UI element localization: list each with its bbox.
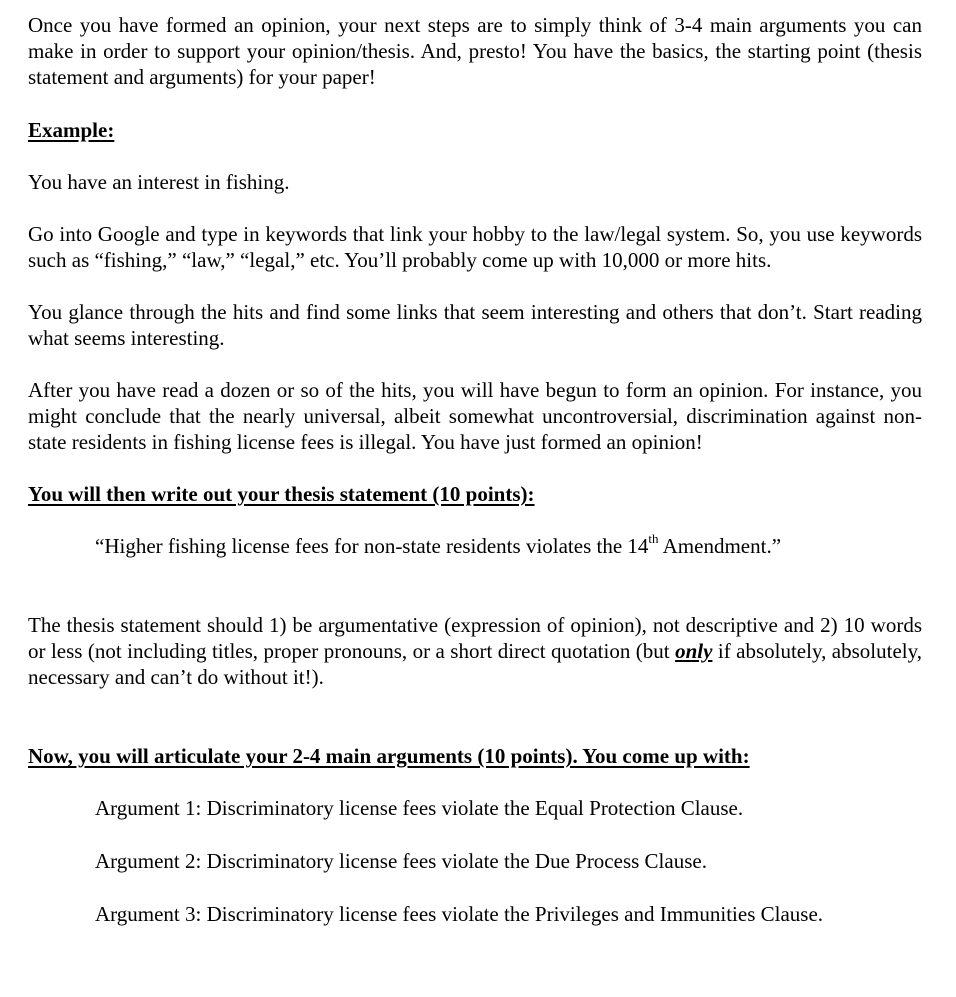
intro-paragraph: Once you have formed an opinion, your next steps are to simply think of 3-4 main arguments you can make in order to support your opinion/thesis. And, presto! You have the basics, the starting point (thesis statement and arguments) for your paper!: [28, 13, 922, 89]
thesis-quote: [95, 533, 922, 559]
thesis-rules-end: if absolutely, absolutely, necessary and can’t do without it!).: [28, 639, 922, 689]
arguments-heading: Now, you will articulate your 2-4 main arguments (10 points). You come up with:: [28, 744, 750, 768]
glance-paragraph: You glance through the hits and find some links that seem interesting and others that don’t. Start reading what seems interesting.: [28, 300, 922, 350]
document-body: [28, 12, 922, 927]
interest-paragraph: You have an interest in fishing.: [28, 170, 290, 194]
example-heading: Example:: [28, 118, 115, 142]
thesis-heading: You will then write out your thesis statement (10 points):: [28, 482, 535, 506]
opinion-paragraph: After you have read a dozen or so of the hits, you will have begun to form an opinion. For instance, you might conclude that the nearly universal, albeit somewhat uncontroversial, discrimination against non-state residents in fishing license fees is illegal. You have just formed an opinion!: [28, 378, 922, 454]
thesis-quote-text: “Higher fishing license fees for non-state residents violates the 14: [95, 534, 649, 558]
ordinal-suffix: th: [648, 531, 659, 546]
google-paragraph: Go into Google and type in keywords that link your hobby to the law/legal system. So, you use keywords such as “fishing,” “law,” “legal,” etc. You’ll probably come up with 10,000 or more hits.: [28, 222, 922, 272]
argument-1: Argument 1: Discriminatory license fees violate the Equal Protection Clause.: [95, 796, 744, 820]
argument-3: Argument 3: Discriminatory license fees violate the Privileges and Immunities Clause.: [95, 902, 824, 926]
thesis-rules-paragraph: [28, 612, 922, 690]
only-emphasis: only: [675, 639, 713, 663]
thesis-rules-text: The thesis statement should 1) be argumentative (expression of opinion), not descriptive and 2) 10 words or less (not including titles, proper pronouns, or a short direct quotation (but: [28, 613, 922, 663]
argument-2: Argument 2: Discriminatory license fees violate the Due Process Clause.: [95, 849, 707, 873]
thesis-quote-end: Amendment.”: [658, 534, 782, 558]
